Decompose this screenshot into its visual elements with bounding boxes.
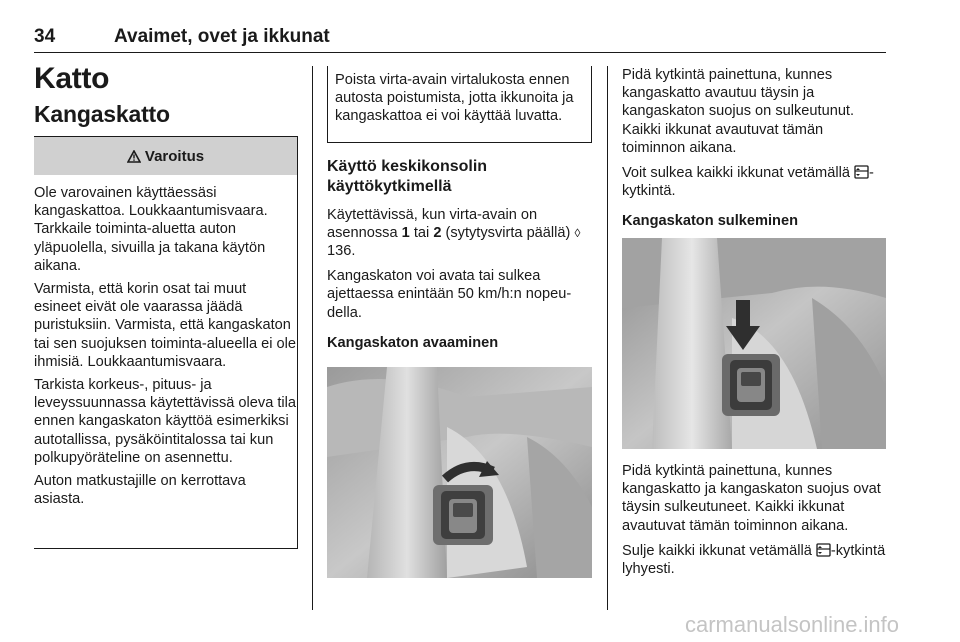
console-paragraph: Käytettävissä, kun virta-avain on asennossa 1 tai 2 (sytytysvirta päällä) ◊ 136. <box>327 206 581 260</box>
warning-paragraph: Auton matkustajille on kerrottava asiasta. <box>34 473 246 508</box>
warning-paragraph: Varmista, että korin osat tai muut esineet eivät ole vaarassa jäädä puristuksiin. Varmista, että kangaskaton tai sen suojuksen toiminta-alueella ei ole ihmisiä. Loukkaantumisvaara. <box>34 281 297 370</box>
open-instruction: Pidä kytkintä painettuna, kunnes kangaskatto avautuu täysin ja kangaskaton suojus on sulkeutunut. Kaikki ikkunat avautuvat tämän toiminnon aikana. <box>622 67 855 156</box>
watermark: carmanualsonline.info <box>685 612 900 637</box>
warning-label: Varoitus <box>144 147 205 165</box>
warning-triangle-icon <box>127 150 141 163</box>
roof-close-switch-illustration <box>622 238 886 449</box>
section-subtitle: Kangaskatto <box>34 101 170 127</box>
note-text: Poista virta-avain virtalukosta ennen autosta poistumista, jotta ikkunoita ja kangaskattoa ei voi käyttää luvatta. <box>335 72 574 125</box>
window-switch-icon <box>816 543 831 557</box>
close-heading: Kangaskaton sulkeminen <box>622 213 798 230</box>
warning-box <box>34 136 298 549</box>
section-title: Katto <box>34 62 110 95</box>
close-windows-paragraph: Voit sulkea kaikki ikkunat vetämällä -kytkintä. <box>622 165 874 200</box>
column-divider <box>312 66 313 610</box>
open-heading: Kangaskaton avaaminen <box>327 334 499 351</box>
page-reference-icon: ◊ <box>574 225 581 240</box>
column-right-lower <box>622 462 888 585</box>
speed-paragraph: Kangaskaton voi avata tai sulkea ajettaessa enintään 50 km/h:n nopeudella. <box>327 268 572 321</box>
column-right <box>622 66 888 240</box>
column-middle <box>327 66 592 361</box>
window-switch-icon <box>854 165 869 179</box>
column-divider <box>607 66 608 610</box>
warning-header <box>34 136 297 175</box>
page-header <box>34 26 886 53</box>
warning-body <box>34 175 297 508</box>
warning-paragraph: Tarkista korkeus-, pituus- ja leveyssuunnassa käytettävissä oleva tila ennen kangaskaton käyttöä esimerkiksi autotallissa, pysäköintitalossa tai kun polkupyöräteline on asennettu. <box>34 377 297 466</box>
roof-open-switch-illustration <box>327 367 592 578</box>
note-box <box>327 66 592 143</box>
page-number: 34 <box>34 26 56 47</box>
close-instruction: Pidä kytkintä painettuna, kunnes kangaskatto ja kangaskaton suojus ovat täysin sulkeutuneet. Kaikki ikkunat avautuvat tämän toiminnon aikana. <box>622 463 881 534</box>
console-heading: Käyttö keskikonsolin käyttökytkimellä <box>327 157 488 195</box>
warning-paragraph: Ole varovainen käyttäessäsi kangaskattoa. Loukkaantumisvaara. Tarkkaile toiminta-aluetta auton yläpuolella, sivuilla ja takana käytön aikana. <box>34 185 268 274</box>
close-all-windows-paragraph: Sulje kaikki ikkunat vetämällä -kytkintä lyhyesti. <box>622 542 886 578</box>
header-title: Avaimet, ovet ja ikkunat <box>114 26 330 47</box>
